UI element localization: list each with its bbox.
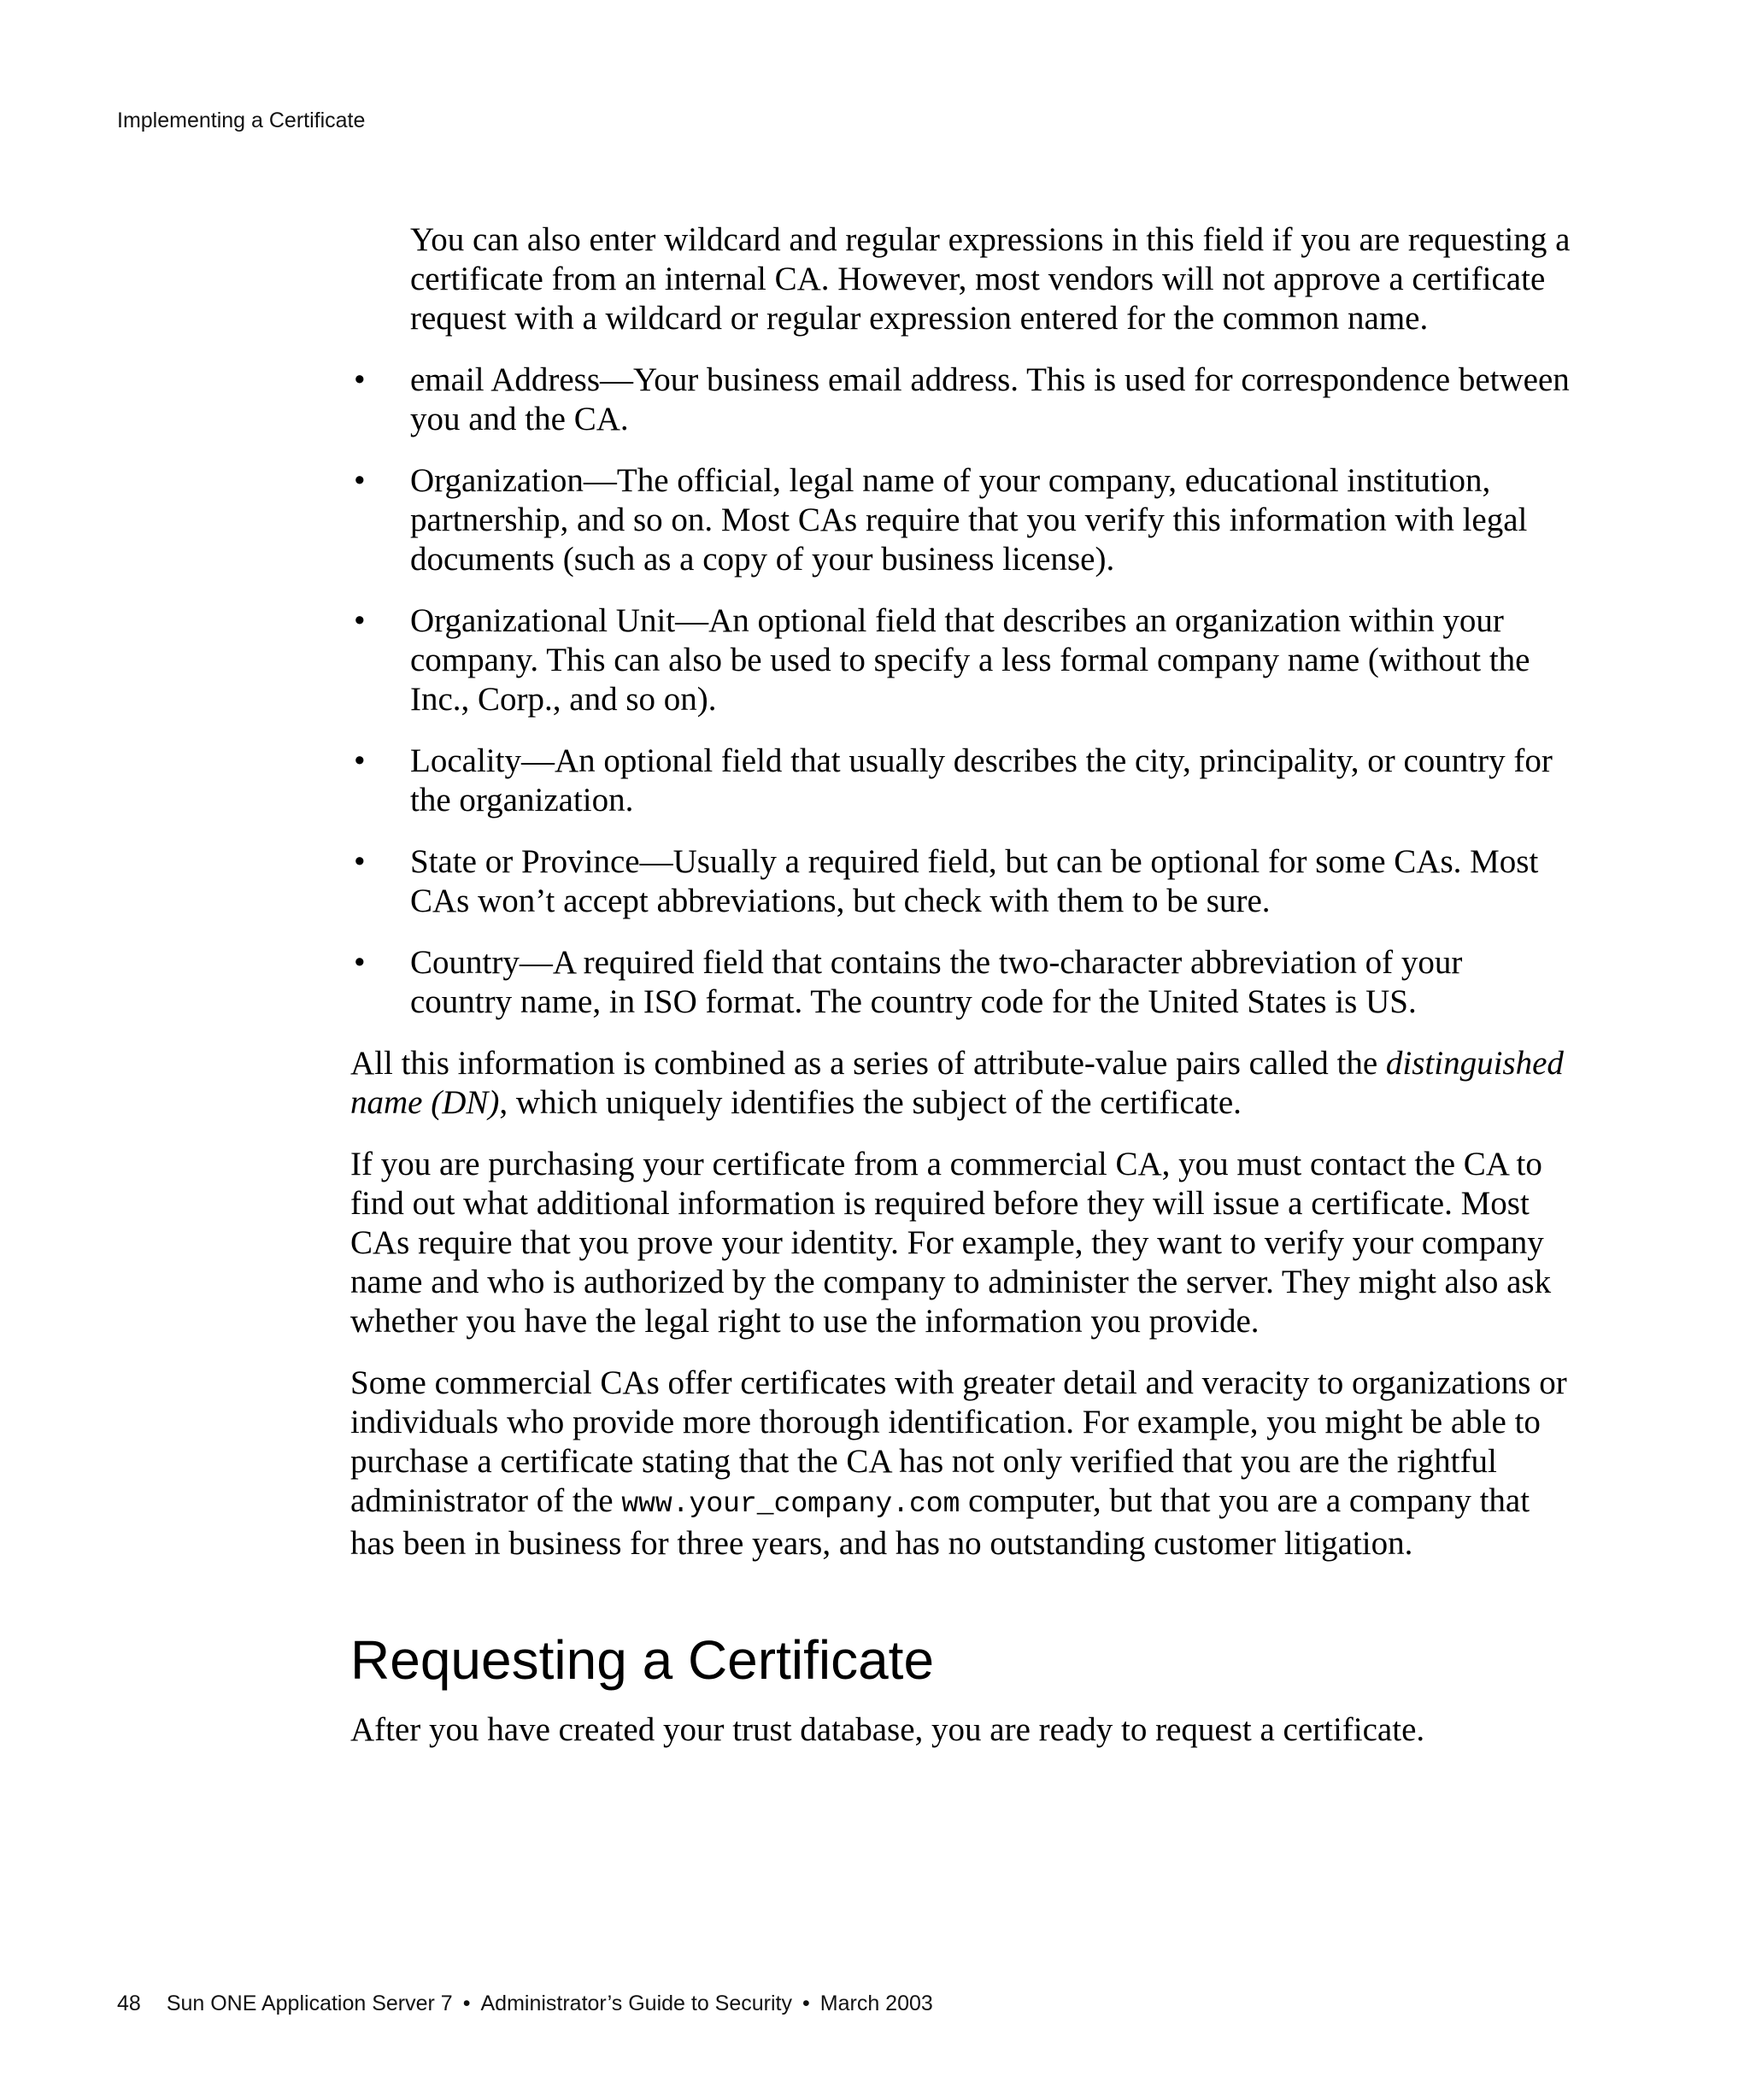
list-item-country <box>350 943 1572 1022</box>
detail-paragraph-tail: computer, but that you are a company that has been in business for three years, and has no outstanding customer litigation. <box>350 1482 1530 1562</box>
list-item-organization <box>350 461 1572 579</box>
page-content <box>350 220 1572 1750</box>
section-heading: Requesting a Certificate <box>350 1629 935 1691</box>
list-item-text: email Address—Your business email address. This is used for correspondence between you and the CA. <box>410 361 1570 437</box>
bullet-icon: • <box>354 742 366 779</box>
footer-book-title: Administrator’s Guide to Security <box>480 1991 792 2015</box>
commercial-ca-paragraph: If you are purchasing your certificate from a commercial CA, you must contact the CA to find out what additional information is required before they will issue a certificate. Most CAs require that you prove your identity. For example, they want to verify your company name and who is authorized by the company to administer the server. They might also ask whether you have the legal right to use the information you provide. <box>350 1146 1552 1340</box>
list-item-locality <box>350 742 1572 820</box>
footer-separator: • <box>802 1991 810 2015</box>
list-item-text: Country—A required field that contains the two-character abbreviation of your country name, in ISO format. The country code for the United States is US. <box>410 944 1463 1020</box>
bullet-icon: • <box>354 944 366 981</box>
continuation-paragraph: You can also enter wildcard and regular expressions in this field if you are requesting a certificate from an internal CA. However, most vendors will not approve a certificate request with a wildcard or regular expression entered for the common name. <box>410 221 1571 337</box>
dn-paragraph <box>350 1044 1572 1123</box>
detail-paragraph-lead: Some commercial CAs offer certificates with greater detail and veracity to organizations or individuals who provide more thorough identification. For example, you might be able to purchase a certificate stating that the CA has not only verified that you are the rightful administrator of the <box>350 1364 1567 1519</box>
page-footer <box>117 1991 933 2016</box>
page-number: 48 <box>117 1991 141 2015</box>
list-item-email-address <box>350 361 1572 439</box>
footer-product: Sun ONE Application Server 7 <box>166 1991 453 2015</box>
bullet-icon: • <box>354 843 366 880</box>
dn-paragraph-lead: All this information is combined as a series of attribute-value pairs called the <box>350 1045 1386 1082</box>
running-header: Implementing a Certificate <box>117 109 366 132</box>
bullet-icon: • <box>354 462 366 499</box>
hostname-code: www.your_company.com <box>621 1488 960 1520</box>
list-item-organizational-unit <box>350 601 1572 719</box>
bullet-icon: • <box>354 361 366 398</box>
dn-term: distinguished name (DN) <box>350 1045 1564 1121</box>
footer-separator: • <box>462 1991 471 2015</box>
detail-paragraph <box>350 1364 1572 1563</box>
footer-date: March 2003 <box>819 1991 933 2015</box>
list-item-text: Locality—An optional field that usually describes the city, principality, or country for the organization. <box>410 742 1553 818</box>
dn-paragraph-tail: , which uniquely identifies the subject of the certificate. <box>499 1084 1242 1121</box>
list-item-state-or-province <box>350 842 1572 921</box>
certificate-fields-list <box>350 361 1572 1022</box>
list-item-text: Organization—The official, legal name of your company, educational institution, partnership, and so on. Most CAs require that you verify this information with legal documents (such as a copy of your business license). <box>410 462 1528 578</box>
list-item-text: Organizational Unit—An optional field that describes an organization within your company. This can also be used to specify a less formal company name (without the Inc., Corp., and so on). <box>410 602 1530 718</box>
section-intro: After you have created your trust database, you are ready to request a certificate. <box>350 1711 1425 1748</box>
list-item-text: State or Province—Usually a required field, but can be optional for some CAs. Most CAs won’t accept abbreviations, but check with them to be sure. <box>410 843 1539 919</box>
bullet-icon: • <box>354 602 366 639</box>
